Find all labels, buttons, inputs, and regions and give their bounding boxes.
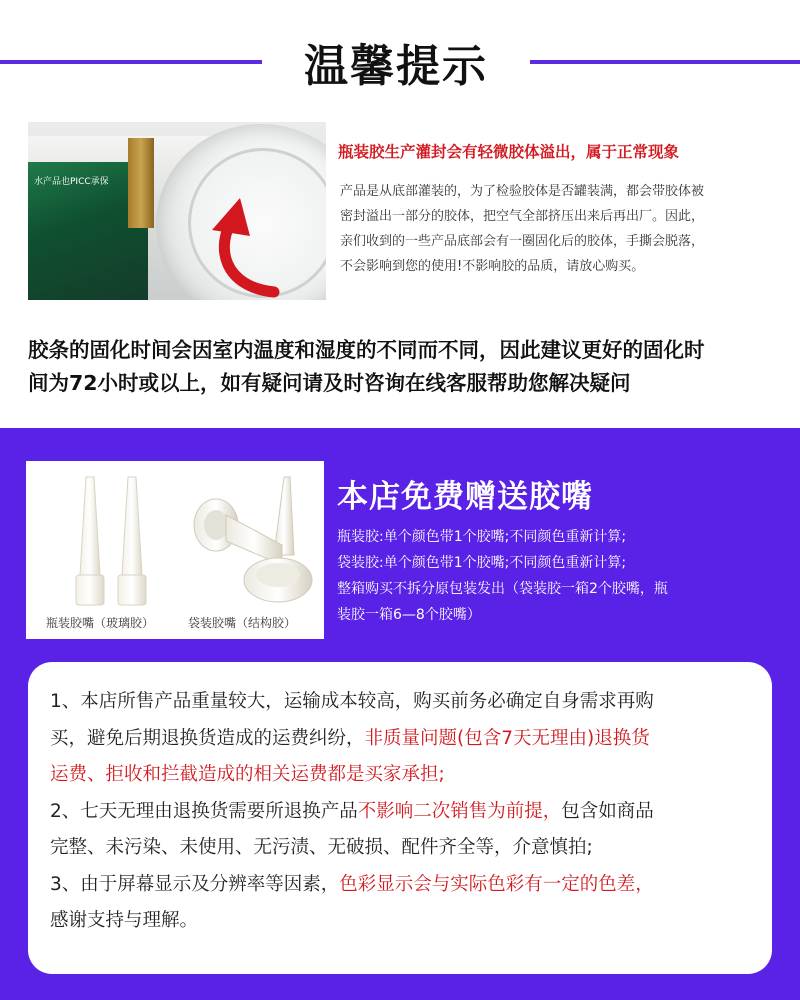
overflow-notice-title: 瓶装胶生产灌封会有轻微胶体溢出，属于正常现象 — [338, 143, 680, 161]
terms-highlight: 色彩显示会与实际色彩有一定的色差， — [339, 873, 654, 895]
terms-text — [50, 684, 750, 940]
gift-line: 装胶一箱6—8个胶嘴） — [337, 607, 481, 623]
cure-line: 胶条的固化时间会因室内温度和湿度的不同而不同，因此建议更好的固化时 — [28, 338, 705, 362]
nozzle-photo — [26, 461, 324, 639]
notice-line: 密封溢出一部分的胶体，把空气全部挤压出来后再出厂。因此， — [340, 209, 705, 224]
bag-nozzle-icon — [186, 475, 316, 610]
terms-highlight: 不影响二次销售为前提， — [357, 800, 562, 822]
tips-section — [0, 0, 800, 428]
curved-arrow-icon — [204, 192, 294, 300]
terms-line: 感谢支持与理解。 — [50, 910, 199, 931]
title-divider-right — [530, 60, 800, 64]
notice-line: 产品是从底部灌装的，为了检验胶体是否罐装满，都会带胶体被 — [340, 184, 705, 199]
terms-line: 买，避免后期退换货造成的运费纠纷，非质量问题(包含7天无理由)退换货 — [50, 727, 650, 749]
bottle-nozzle-icon — [66, 475, 166, 610]
cure-line: 间为72小时或以上，如有疑问请及时咨询在线客服帮助您解决疑问 — [28, 371, 631, 395]
bag-nozzle-caption: 袋装胶嘴（结构胶） — [188, 616, 297, 630]
terms-card — [28, 662, 772, 974]
gift-section — [0, 428, 800, 1000]
terms-highlight: 运费、拒收和拦截造成的相关运费都是买家承担; — [50, 764, 445, 785]
gift-line: 袋装胶:单个颜色带1个胶嘴;不同颜色重新计算; — [337, 555, 627, 571]
tube-label-text: 水产品也PICC承保 — [34, 177, 109, 187]
terms-line: 2、七天无理由退换货需要所退换产品不影响二次销售为前提，包含如商品 — [50, 800, 654, 822]
overflow-notice-body — [340, 179, 790, 279]
terms-line: 完整、未污染、未使用、无污渍、无破损、配件齐全等，介意慎拍; — [50, 837, 593, 858]
terms-line: 3、由于屏幕显示及分辨率等因素，色彩显示会与实际色彩有一定的色差， — [50, 873, 654, 895]
title-divider-left — [0, 60, 262, 64]
terms-line: 1、本店所售产品重量较大，运输成本较高，购买前务必确定自身需求再购 — [50, 691, 654, 712]
curing-time-notice — [28, 334, 788, 400]
notice-line: 亲们收到的一些产品底部会有一圈固化后的胶体，手撕会脱落， — [340, 234, 705, 249]
glue-tube-photo — [28, 122, 326, 300]
bottle-nozzle-caption: 瓶装胶嘴（玻璃胶） — [46, 616, 155, 630]
notice-line: 不会影响到您的使用!不影响胶的品质，请放心购买。 — [340, 259, 645, 274]
terms-highlight: 非质量问题(包含7天无理由)退换货 — [364, 727, 650, 749]
page-title: 温馨提示 — [304, 41, 488, 92]
gift-line: 整箱购买不拆分原包装发出（袋装胶一箱2个胶嘴，瓶 — [337, 581, 668, 597]
gift-line: 瓶装胶:单个颜色带1个胶嘴;不同颜色重新计算; — [337, 529, 627, 545]
gift-title: 本店免费赠送胶嘴 — [337, 479, 593, 515]
